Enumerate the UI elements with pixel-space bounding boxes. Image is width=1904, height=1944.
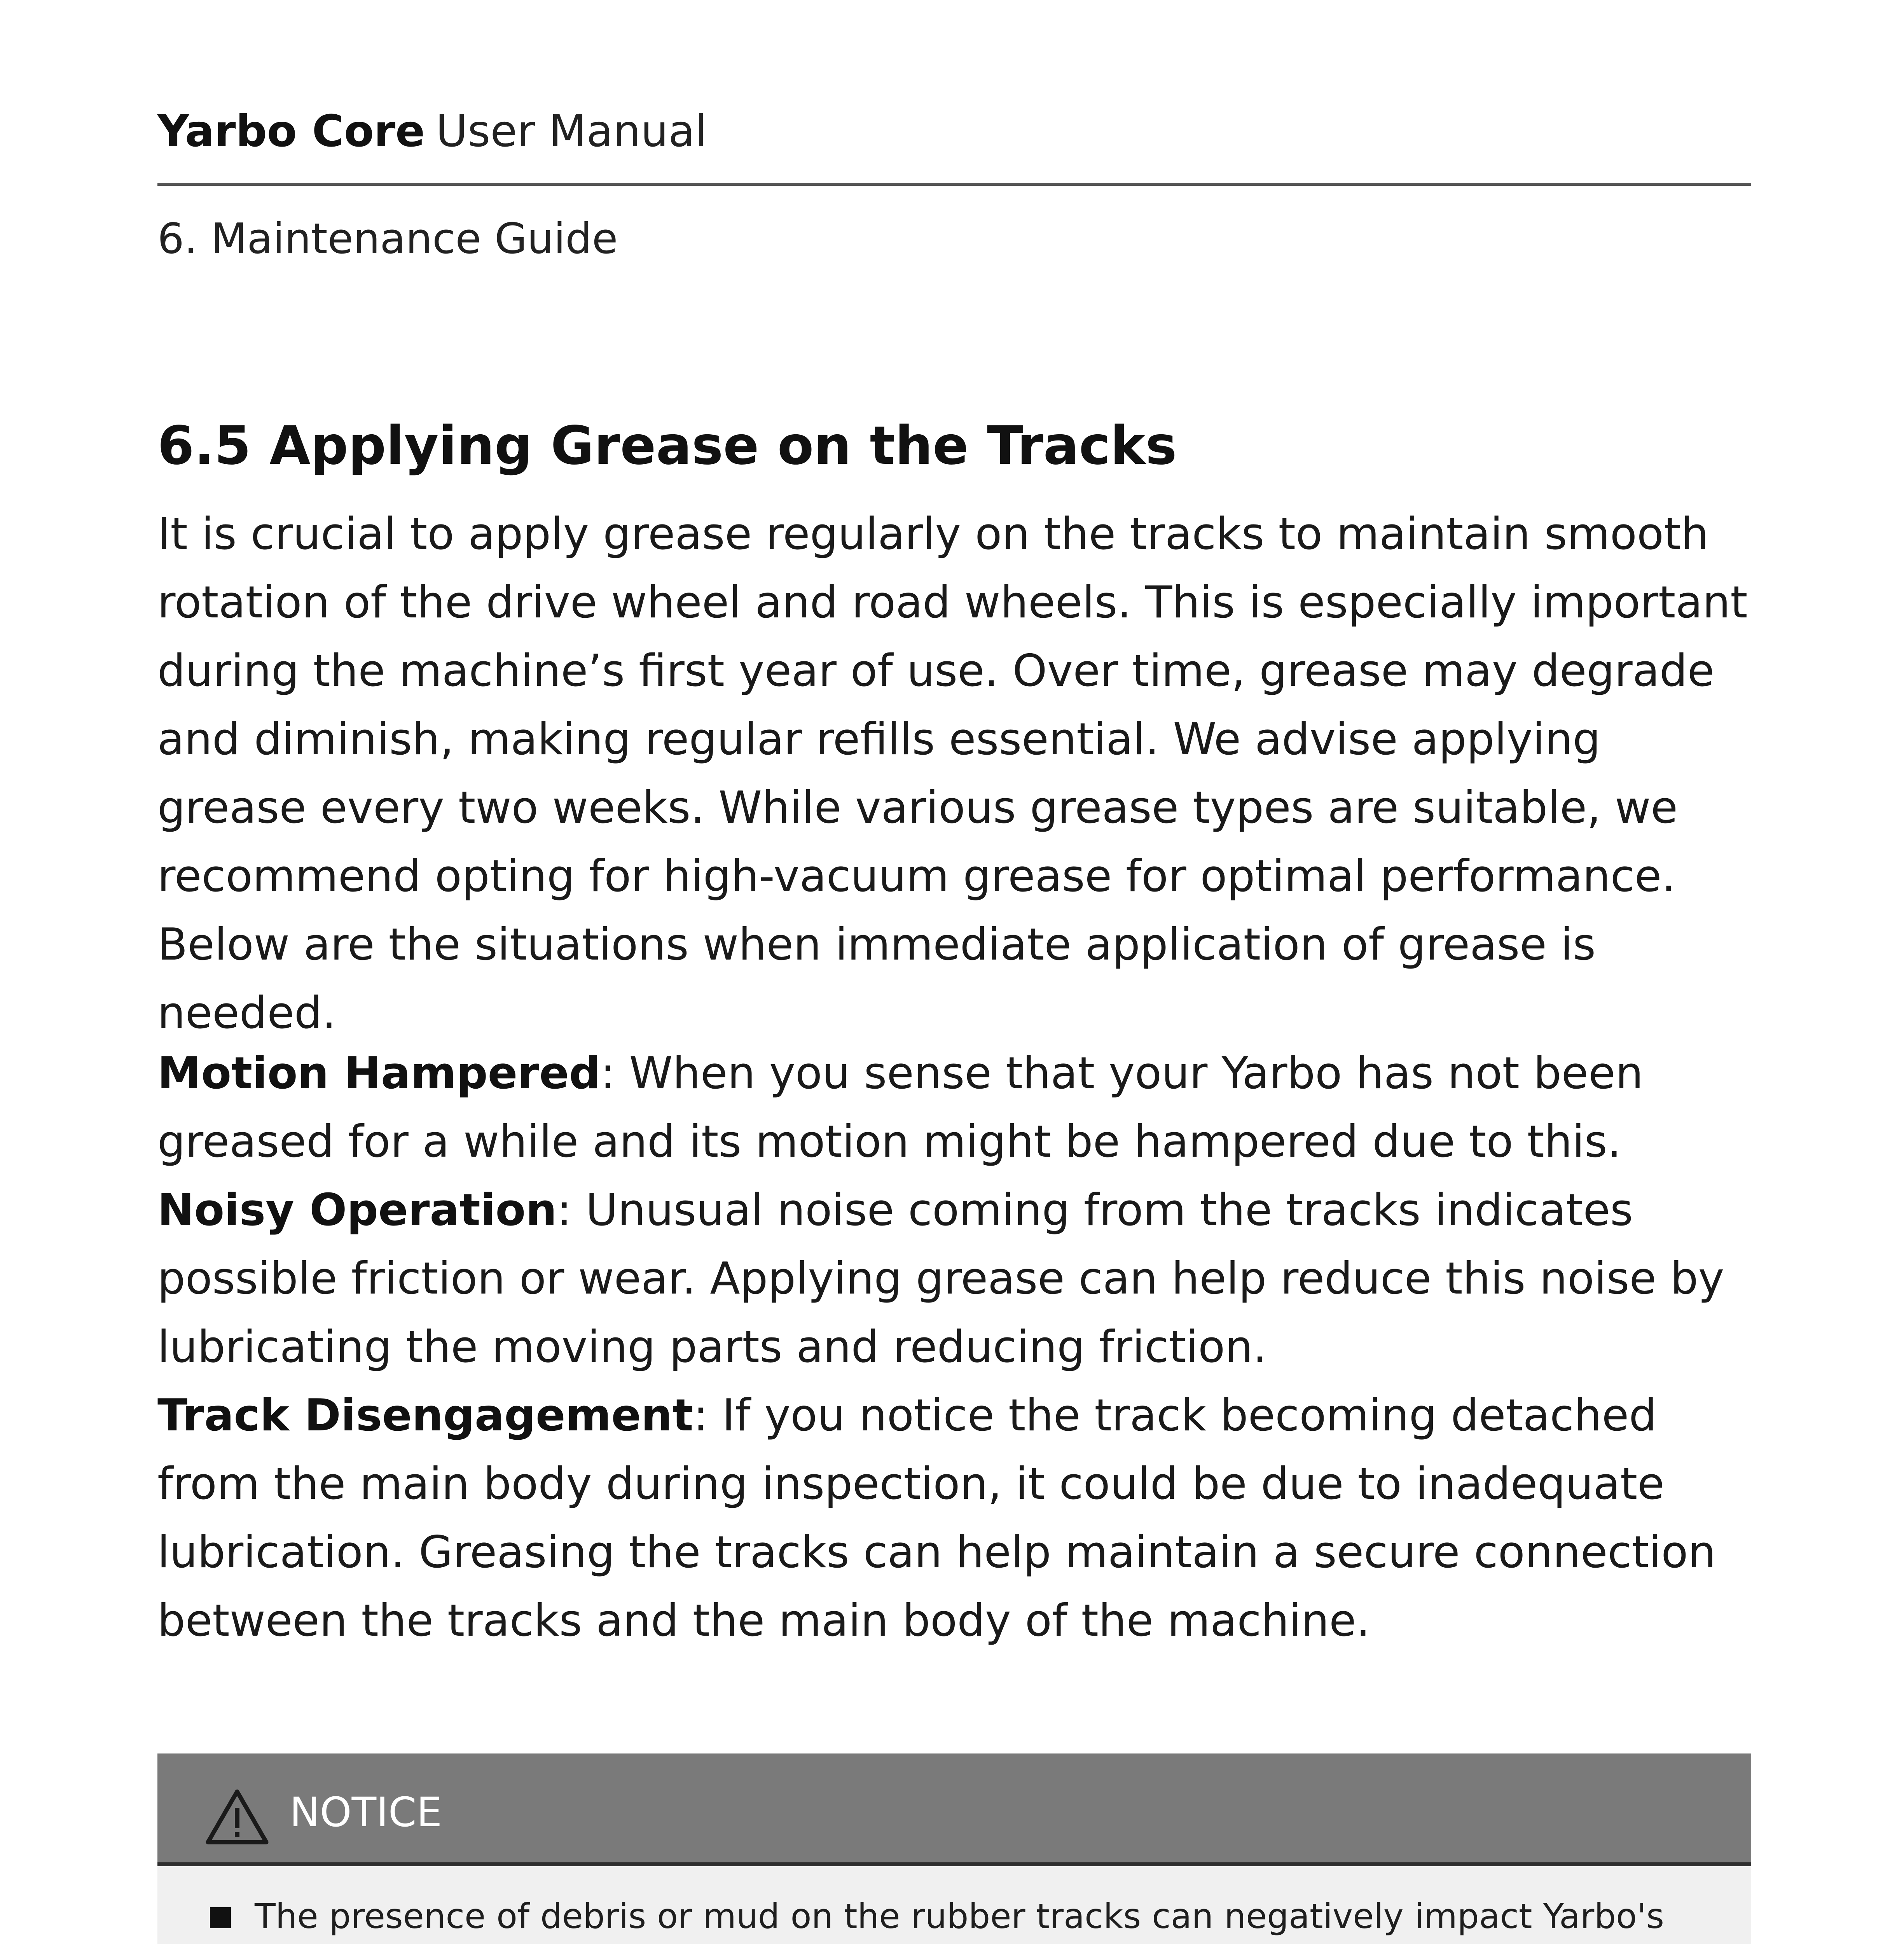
bullet-square-icon — [210, 1907, 231, 1928]
situation-text: : When you sense that your Yarbo has not been greased for a while and its motion might be hampered due to this. — [157, 1047, 1644, 1167]
intro-paragraph: It is crucial to apply grease regularly on the tracks to maintain smooth rotation of the drive wheel and road wheels. This is especially important during the machine’s first year of use. Over time, grease may degrade and diminish, making regular refills essential. We advise applying grease every two weeks. While various grease types are suitable, we recommend opting for high-vacuum grease for optimal performance. Below are the situations when immediate application of grease is needed. — [157, 508, 1748, 1038]
notice-item: The presence of debris or mud on the rubber tracks can negatively impact Yarbo's — [255, 1896, 1665, 1936]
notice-header — [157, 1753, 1751, 1866]
situation-term: Motion Hampered — [157, 1047, 601, 1099]
header-divider — [157, 183, 1751, 186]
warning-triangle-icon — [204, 1788, 270, 1846]
notice-title: NOTICE — [290, 1788, 442, 1836]
manual-title: User Manual — [436, 106, 707, 157]
situation-motion-hampered — [157, 1039, 1751, 1176]
chapter-label: 6. Maintenance Guide — [157, 215, 618, 263]
situations-list — [157, 1039, 1751, 1655]
situation-text: : Unusual noise coming from the tracks indicates possible friction or wear. Applying grease can help reduce this noise by lubricating the moving parts and reducing friction. — [157, 1184, 1724, 1372]
situation-track-disengagement — [157, 1381, 1751, 1655]
section-title: 6.5 Applying Grease on the Tracks — [157, 415, 1177, 477]
situation-text: : If you notice the track becoming detached from the main body during inspection, it could be due to inadequate lubrication. Greasing the tracks can help maintain a secure connection between the tracks and the main body of the machine. — [157, 1390, 1716, 1646]
notice-box — [157, 1753, 1751, 1944]
situation-noisy-operation — [157, 1176, 1751, 1381]
situation-term: Noisy Operation — [157, 1184, 557, 1236]
situation-term: Track Disengagement — [157, 1390, 693, 1441]
page-header — [157, 104, 1751, 159]
brand-name: Yarbo Core — [157, 106, 425, 157]
